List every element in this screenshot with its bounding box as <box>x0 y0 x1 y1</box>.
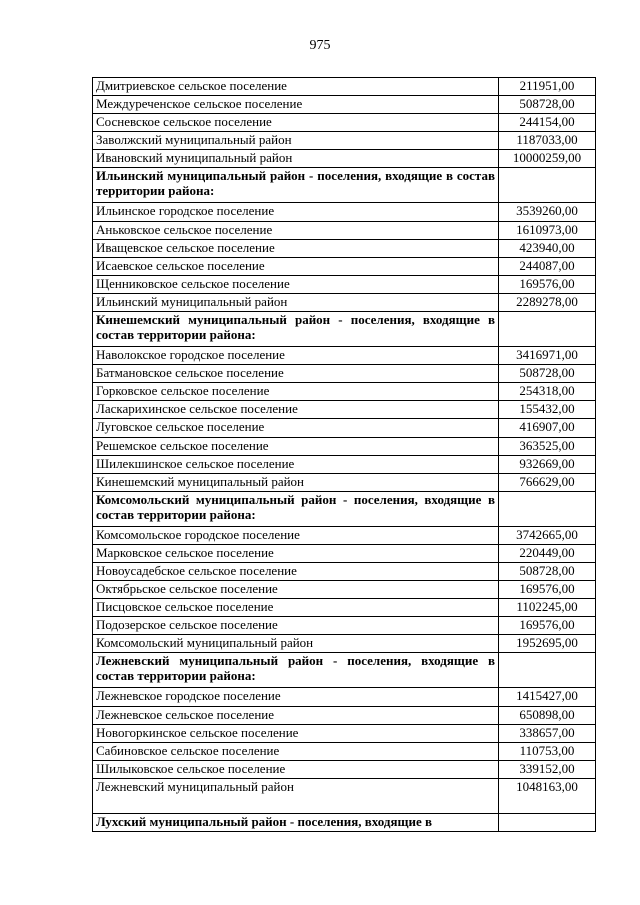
settlement-name-cell: Сабиновское сельское поселение <box>93 742 499 760</box>
amount-cell <box>499 491 596 526</box>
amount-cell: 508728,00 <box>499 365 596 383</box>
settlement-name-cell: Новоусадебское сельское поселение <box>93 562 499 580</box>
amount-cell: 932669,00 <box>499 455 596 473</box>
settlement-name-cell: Наволокское городское поселение <box>93 347 499 365</box>
table-row <box>93 688 596 706</box>
table-row <box>93 599 596 617</box>
table-row <box>93 760 596 778</box>
amount-cell: 254318,00 <box>499 383 596 401</box>
budget-table <box>92 77 596 832</box>
settlement-name-cell: Исаевское сельское поселение <box>93 257 499 275</box>
settlement-name-cell: Шилыковское сельское поселение <box>93 760 499 778</box>
settlement-name-cell: Ильинский муниципальный район <box>93 293 499 311</box>
table-row <box>93 78 596 96</box>
settlement-name-cell: Ласкарихинское сельское поселение <box>93 401 499 419</box>
amount-cell: 1415427,00 <box>499 688 596 706</box>
amount-cell: 220449,00 <box>499 544 596 562</box>
table-row <box>93 383 596 401</box>
settlement-name-cell: Заволжский муниципальный район <box>93 132 499 150</box>
table-row <box>93 581 596 599</box>
section-title-cell: Лухский муниципальный район - поселения, входящие в <box>93 813 499 831</box>
table-row <box>93 562 596 580</box>
table-row <box>93 706 596 724</box>
amount-cell: 3539260,00 <box>499 203 596 221</box>
amount-cell: 244087,00 <box>499 257 596 275</box>
table-row <box>93 526 596 544</box>
settlement-name-cell: Горковское сельское поселение <box>93 383 499 401</box>
settlement-name-cell: Иващевское сельское поселение <box>93 239 499 257</box>
section-header-row <box>93 312 596 347</box>
amount-cell: 1048163,00 <box>499 778 596 813</box>
amount-cell: 3416971,00 <box>499 347 596 365</box>
amount-cell: 1187033,00 <box>499 132 596 150</box>
amount-cell <box>499 168 596 203</box>
settlement-name-cell: Ильинское городское поселение <box>93 203 499 221</box>
settlement-name-cell: Аньковское сельское поселение <box>93 221 499 239</box>
settlement-name-cell: Новогоркинское сельское поселение <box>93 724 499 742</box>
table-row <box>93 239 596 257</box>
amount-cell: 169576,00 <box>499 275 596 293</box>
amount-cell: 423940,00 <box>499 239 596 257</box>
settlement-name-cell: Лежневское городское поселение <box>93 688 499 706</box>
amount-cell: 339152,00 <box>499 760 596 778</box>
section-header-row <box>93 813 596 831</box>
settlement-name-cell: Дмитриевское сельское поселение <box>93 78 499 96</box>
section-title-cell: Кинешемский муниципальный район - поселения, входящие в состав территории района: <box>93 312 499 347</box>
amount-cell: 416907,00 <box>499 419 596 437</box>
amount-cell: 508728,00 <box>499 562 596 580</box>
amount-cell: 363525,00 <box>499 437 596 455</box>
amount-cell: 169576,00 <box>499 617 596 635</box>
table-body <box>93 78 596 832</box>
table-row <box>93 544 596 562</box>
amount-cell: 338657,00 <box>499 724 596 742</box>
settlement-name-cell: Лежневский муниципальный район <box>93 778 499 813</box>
settlement-name-cell: Кинешемский муниципальный район <box>93 473 499 491</box>
table-row <box>93 365 596 383</box>
amount-cell: 244154,00 <box>499 114 596 132</box>
amount-cell <box>499 813 596 831</box>
settlement-name-cell: Сосневское сельское поселение <box>93 114 499 132</box>
table-row <box>93 132 596 150</box>
amount-cell: 10000259,00 <box>499 150 596 168</box>
settlement-name-cell: Решемское сельское поселение <box>93 437 499 455</box>
settlement-name-cell: Писцовское сельское поселение <box>93 599 499 617</box>
amount-cell: 508728,00 <box>499 96 596 114</box>
settlement-name-cell: Подозерское сельское поселение <box>93 617 499 635</box>
table-row <box>93 150 596 168</box>
table-row <box>93 275 596 293</box>
amount-cell: 2289278,00 <box>499 293 596 311</box>
settlement-name-cell: Шилекшинское сельское поселение <box>93 455 499 473</box>
amount-cell: 1952695,00 <box>499 635 596 653</box>
page-number: 975 <box>309 38 331 53</box>
amount-cell: 169576,00 <box>499 581 596 599</box>
amount-cell: 766629,00 <box>499 473 596 491</box>
section-header-row <box>93 168 596 203</box>
amount-cell <box>499 653 596 688</box>
table-row <box>93 293 596 311</box>
settlement-name-cell: Междуреченское сельское поселение <box>93 96 499 114</box>
amount-cell: 650898,00 <box>499 706 596 724</box>
settlement-name-cell: Комсомольское городское поселение <box>93 526 499 544</box>
table-row <box>93 742 596 760</box>
table-row <box>93 455 596 473</box>
table-row <box>93 203 596 221</box>
settlement-name-cell: Щенниковское сельское поселение <box>93 275 499 293</box>
amount-cell: 155432,00 <box>499 401 596 419</box>
table-row <box>93 221 596 239</box>
settlement-name-cell: Луговское сельское поселение <box>93 419 499 437</box>
table-row <box>93 635 596 653</box>
section-title-cell: Комсомольский муниципальный район - поселения, входящие в состав территории района: <box>93 491 499 526</box>
section-title-cell: Лежневский муниципальный район - поселения, входящие в состав территории района: <box>93 653 499 688</box>
section-title-cell: Ильинский муниципальный район - поселения, входящие в состав территории района: <box>93 168 499 203</box>
settlement-name-cell: Ивановский муниципальный район <box>93 150 499 168</box>
amount-cell: 110753,00 <box>499 742 596 760</box>
table-row <box>93 419 596 437</box>
settlement-name-cell: Октябрьское сельское поселение <box>93 581 499 599</box>
amount-cell: 211951,00 <box>499 78 596 96</box>
settlement-name-cell: Марковское сельское поселение <box>93 544 499 562</box>
settlement-name-cell: Лежневское сельское поселение <box>93 706 499 724</box>
table-row <box>93 778 596 813</box>
section-header-row <box>93 653 596 688</box>
table-row <box>93 617 596 635</box>
table-row <box>93 347 596 365</box>
amount-cell: 3742665,00 <box>499 526 596 544</box>
settlement-name-cell: Комсомольский муниципальный район <box>93 635 499 653</box>
table-row <box>93 473 596 491</box>
table-row <box>93 437 596 455</box>
amount-cell <box>499 312 596 347</box>
table-row <box>93 724 596 742</box>
table-row <box>93 114 596 132</box>
settlement-name-cell: Батмановское сельское поселение <box>93 365 499 383</box>
amount-cell: 1102245,00 <box>499 599 596 617</box>
amount-cell: 1610973,00 <box>499 221 596 239</box>
section-header-row <box>93 491 596 526</box>
table-row <box>93 257 596 275</box>
table-row <box>93 96 596 114</box>
table-row <box>93 401 596 419</box>
